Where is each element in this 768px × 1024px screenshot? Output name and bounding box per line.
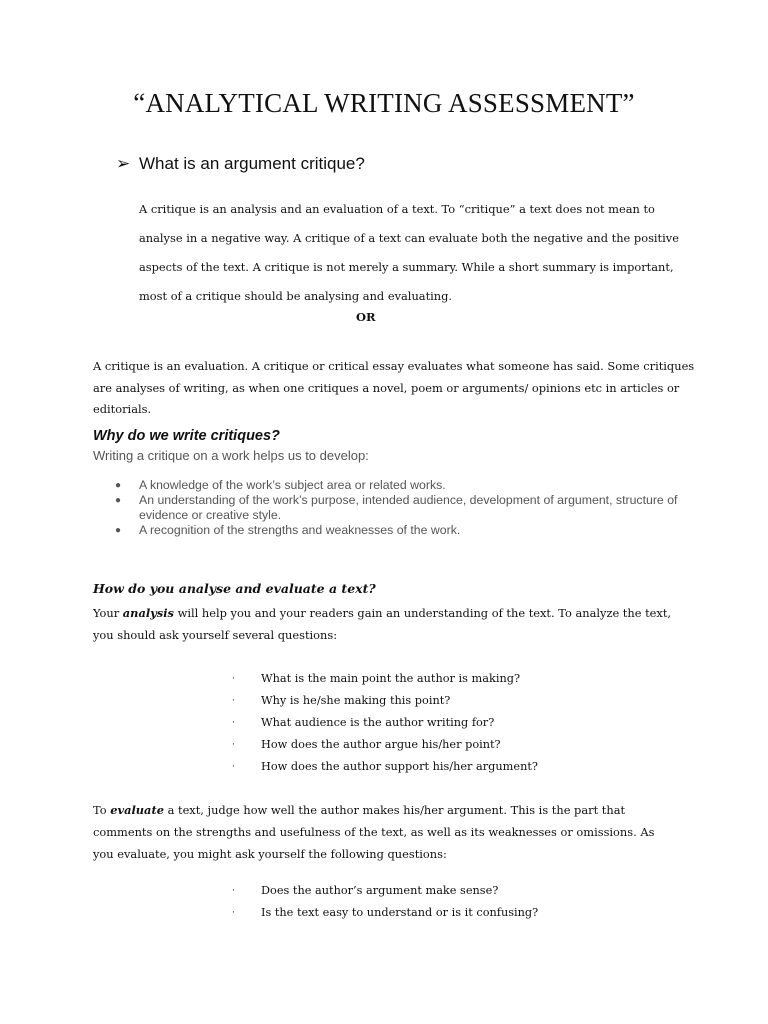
list-item (232, 880, 652, 902)
bullet-dot-icon: ● (115, 525, 122, 536)
list-item-text: Why is he/she making this point? (261, 694, 451, 707)
list-item (232, 902, 652, 924)
list-item (93, 493, 713, 523)
bullet-dot-icon: · (232, 718, 235, 728)
bullet-dot-icon: · (232, 762, 235, 772)
text-run: Your (93, 606, 123, 620)
text-run: To (93, 803, 111, 817)
evaluate-question-list (232, 880, 652, 924)
paragraph-line: analyse in a negative way. A critique of a text can evaluate both the negative and the positive (139, 231, 679, 245)
section-heading-argument-critique: What is an argument critique? (139, 154, 365, 173)
paragraph-line: editorials. (93, 402, 152, 416)
list-item-text: Does the author’s argument make sense? (261, 884, 499, 897)
paragraph-line: are analyses of writing, as when one critiques a novel, poem or arguments/ opinions etc in articles or (93, 380, 680, 395)
list-item-text: How does the author argue his/her point? (261, 738, 501, 751)
list-item-text: Is the text easy to understand or is it confusing? (261, 906, 539, 919)
paragraph-line (93, 799, 693, 821)
paragraph-line (93, 602, 693, 624)
why-bullet-list (93, 478, 713, 538)
analysis-paragraph (93, 602, 693, 646)
list-item (232, 690, 652, 712)
why-intro-text: Writing a critique on a work helps us to develop: (93, 448, 369, 463)
paragraph-line: you evaluate, you might ask yourself the following questions: (93, 847, 447, 861)
arrow-bullet-icon: ➢ (116, 154, 131, 174)
text-run: will help you and your readers gain an understanding of the text. To analyze the text, (173, 606, 672, 620)
emphasis-evaluate: evaluate (110, 803, 164, 817)
list-item (93, 523, 713, 538)
bullet-dot-icon: · (232, 908, 235, 918)
paragraph-line: you should ask yourself several questions: (93, 628, 338, 642)
list-item (232, 734, 652, 756)
bullet-dot-icon: · (232, 740, 235, 750)
list-item (232, 756, 652, 778)
paragraph-line: most of a critique should be analysing and evaluating. (139, 289, 453, 303)
bullet-dot-icon: ● (115, 480, 122, 491)
page-title: “ANALYTICAL WRITING ASSESSMENT” (133, 88, 635, 118)
list-item (93, 478, 713, 493)
list-item-text: What audience is the author writing for? (261, 716, 495, 729)
paragraph-line: A critique is an analysis and an evaluation of a text. To “critique” a text does not mean to (139, 202, 655, 216)
list-item (232, 668, 652, 690)
bullet-dot-icon: · (232, 696, 235, 706)
or-separator: OR (356, 310, 376, 324)
paragraph-line: aspects of the text. A critique is not merely a summary. While a short summary is important, (139, 260, 674, 274)
analysis-question-list (232, 668, 652, 778)
list-item-text: How does the author support his/her argument? (261, 760, 538, 773)
paragraph-line: comments on the strengths and usefulness of the text, as well as its weaknesses or omissions. As (93, 825, 655, 839)
emphasis-analysis: analysis (122, 606, 174, 620)
bullet-dot-icon: · (232, 674, 235, 684)
list-item-text: A recognition of the strengths and weaknesses of the work. (139, 523, 461, 537)
list-item-text: What is the main point the author is making? (261, 672, 521, 685)
list-item (232, 712, 652, 734)
text-run: a text, judge how well the author makes his/her argument. This is the part that (163, 803, 626, 817)
critique-evaluation-paragraph (93, 356, 693, 421)
section-heading-why-critiques: Why do we write critiques? (93, 428, 280, 444)
list-item-text: An understanding of the work’s purpose, intended audience, development of argument, structure of evidence or creative style. (139, 493, 678, 522)
evaluate-paragraph (93, 799, 693, 865)
paragraph-line: A critique is an evaluation. A critique or critical essay evaluates what someone has said. Some critiques (93, 359, 695, 373)
bullet-dot-icon: ● (115, 495, 122, 506)
list-item-text: A knowledge of the work’s subject area or related works. (139, 478, 446, 492)
bullet-dot-icon: · (232, 886, 235, 896)
critique-definition-paragraph (139, 195, 699, 311)
section-heading-analyse-evaluate: How do you analyse and evaluate a text? (93, 581, 376, 596)
